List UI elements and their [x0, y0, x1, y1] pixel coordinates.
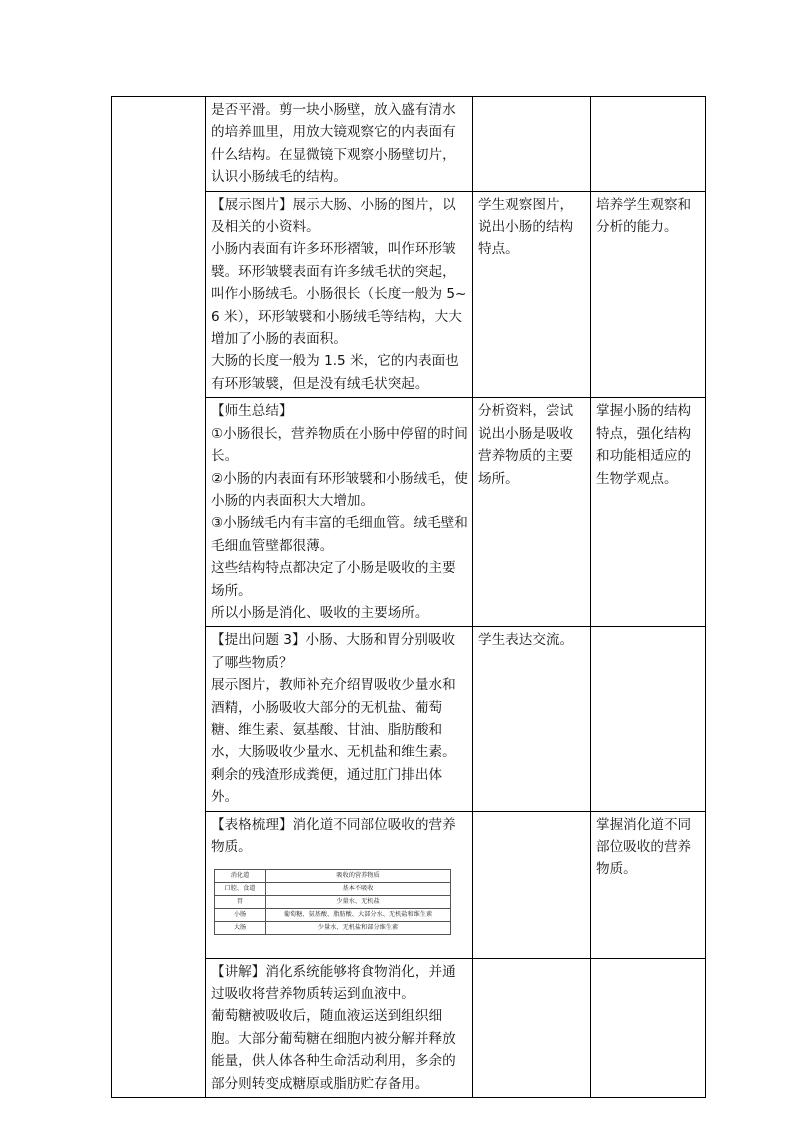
- table-cell: 葡萄糖、氨基酸、脂肪酸、大部分水、无机盐和维生素: [266, 909, 451, 922]
- table-cell: 小肠: [215, 909, 266, 922]
- paragraph: 学生表达交流。: [478, 632, 574, 649]
- paragraph: 【师生总结】: [211, 403, 293, 420]
- table-cell: 基本不吸收: [266, 883, 451, 896]
- paragraph: ①小肠很长，营养物质在小肠中停留的时间长。: [211, 425, 468, 465]
- paragraph: ③小肠绒毛内有丰富的毛细血管。绒毛壁和毛细血管壁都很薄。: [211, 515, 468, 554]
- paragraph: 【提出问题 3】小肠、大肠和胃分别吸收了哪些物质？: [211, 632, 456, 671]
- table-cell: 口腔、食道: [215, 883, 266, 896]
- student-activity-cell: [473, 958, 591, 1097]
- paragraph: 展示图片，教师补充介绍胃吸收少量水和酒精，小肠吸收大部分的无机盐、葡萄糖、维生素、氨基酸、甘油、脂肪酸和水，大肠吸收少量水、无机盐和维生素。剩余的残渣形成粪便，通过肛门排出体外。: [211, 677, 456, 806]
- blank-left-column: [112, 97, 206, 1098]
- design-intent-cell: [591, 191, 706, 398]
- design-intent-cell: [591, 811, 706, 958]
- table-row: [215, 922, 451, 935]
- design-intent-cell: [591, 97, 706, 192]
- table-row: [112, 97, 706, 192]
- table-cell: 少量水、无机盐: [266, 896, 451, 909]
- paragraph: 培养学生观察和分析的能力。: [596, 196, 692, 236]
- teacher-activity-cell: [206, 811, 473, 958]
- paragraph: 【表格梳理】消化道不同部位吸收的营养物质。: [211, 816, 456, 855]
- table-row: [215, 883, 451, 896]
- paragraph: 掌握小肠的结构特点，强化结构和功能相适应的生物学观点。: [596, 403, 692, 487]
- table-cell: 胃: [215, 896, 266, 909]
- paragraph: 掌握消化道不同部位吸收的营养物质。: [596, 816, 692, 878]
- teacher-activity-cell: [206, 97, 473, 192]
- student-activity-cell: [473, 97, 591, 192]
- paragraph: 小肠内表面有许多环形褶皱，叫作环形皱襞。环形皱襞表面有许多绒毛状的突起，叫作小肠绒毛。小肠很长（长度一般为 5~6 米），环形皱襞和小肠绒毛等结构，大大增加了小肠的表面积。: [211, 241, 467, 348]
- lesson-plan-table: [111, 96, 706, 1098]
- table-header-cell: 吸收的营养物质: [266, 870, 451, 883]
- table-cell: 少量水、无机盐和部分维生素: [266, 922, 451, 935]
- paragraph: 分析资料，尝试说出小肠是吸收营养物质的主要场所。: [478, 403, 574, 487]
- student-activity-cell: [473, 627, 591, 811]
- absorption-summary-table: [214, 869, 451, 935]
- paragraph: 所以小肠是消化、吸收的主要场所。: [211, 604, 429, 621]
- design-intent-cell: [591, 398, 706, 627]
- paragraph: 葡萄糖被吸收后，随血液运送到组织细胞。大部分葡萄糖在细胞内被分解并释放能量，供人体各种生命活动利用，多余的部分则转变成糖原或脂肪贮存备用。: [211, 1008, 456, 1092]
- paragraph: 学生观察图片，说出小肠的结构特点。: [478, 196, 574, 258]
- student-activity-cell: [473, 398, 591, 627]
- paragraph: 这些结构特点都决定了小肠是吸收的主要场所。: [211, 560, 456, 599]
- teacher-activity-cell: [206, 958, 473, 1097]
- table-cell: 大肠: [215, 922, 266, 935]
- table-row: [215, 909, 451, 922]
- table-header-cell: 消化道: [215, 870, 266, 883]
- teacher-activity-cell: [206, 191, 473, 398]
- paragraph: 是否平滑。剪一块小肠壁，放入盛有清水的培养皿里，用放大镜观察它的内表面有什么结构。在显微镜下观察小肠壁切片，认识小肠绒毛的结构。: [211, 102, 456, 186]
- table-row: [215, 896, 451, 909]
- paragraph: ②小肠的内表面有环形皱襞和小肠绒毛，使小肠的内表面积大大增加。: [211, 470, 468, 509]
- design-intent-cell: [591, 627, 706, 811]
- paragraph: 大肠的长度一般为 1.5 米，它的内表面也有环形皱襞，但是没有绒毛状突起。: [211, 353, 459, 392]
- student-activity-cell: [473, 191, 591, 398]
- teacher-activity-cell: [206, 627, 473, 811]
- design-intent-cell: [591, 958, 706, 1097]
- student-activity-cell: [473, 811, 591, 958]
- paragraph: 【讲解】消化系统能够将食物消化，并通过吸收将营养物质转运到血液中。: [211, 963, 456, 1002]
- paragraph: 【展示图片】展示大肠、小肠的图片，以及相关的小资料。: [211, 196, 456, 236]
- teacher-activity-cell: [206, 398, 473, 627]
- table-row: [215, 870, 451, 883]
